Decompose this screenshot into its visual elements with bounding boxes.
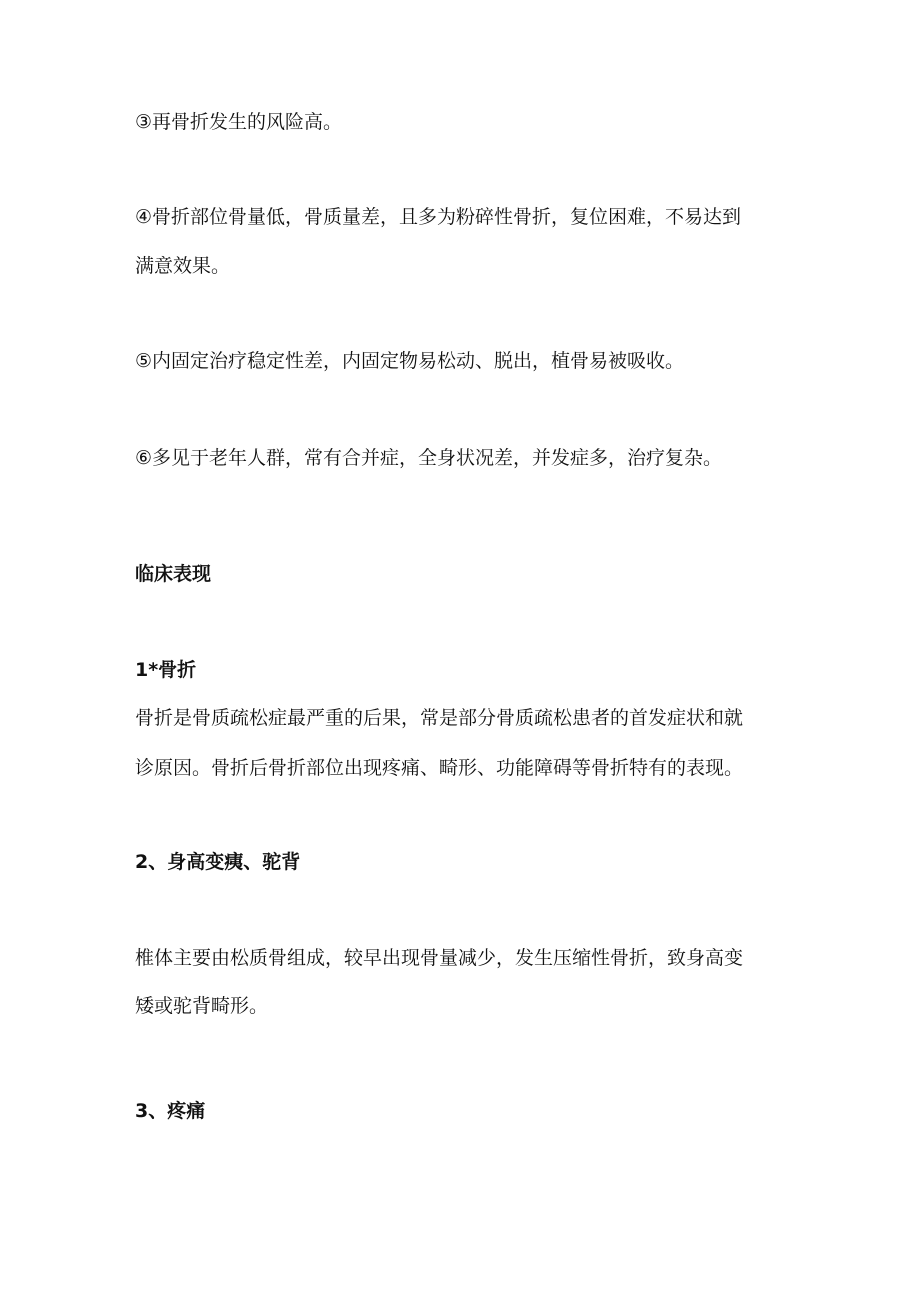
height-loss-text-line-1: 椎体主要由松质骨组成，较早出现骨量减少，发生压缩性骨折，致身高变 (135, 947, 744, 969)
item-4-text-line-2: 满意效果。 (135, 255, 231, 277)
fracture-text-line-2: 诊原因。骨折后骨折部位出现疼痛、畸形、功能障碍等骨折特有的表现。 (135, 757, 744, 779)
item-4-text-line-1: ④骨折部位骨量低，骨质量差，且多为粉碎性骨折，复位困难，不易达到 (135, 206, 742, 228)
pain-heading: 3、疼痛 (135, 1100, 206, 1122)
item-3-text: ③再骨折发生的风险高。 (135, 111, 343, 133)
fracture-heading: 1*骨折 (135, 659, 197, 681)
item-5-text: ⑤内固定治疗稳定性差，内固定物易松动、脱出，植骨易被吸收。 (135, 350, 685, 372)
fracture-text-line-1: 骨折是骨质疏松症最严重的后果，常是部分骨质疏松患者的首发症状和就 (135, 707, 744, 729)
section-title: 临床表现 (135, 563, 212, 585)
item-6-text: ⑥多见于老年人群，常有合并症，全身状况差，并发症多，治疗复杂。 (135, 447, 723, 469)
height-loss-heading: 2、身高变痍、驼背 (135, 851, 301, 873)
height-loss-text-line-2: 矮或驼背畸形。 (135, 995, 269, 1017)
